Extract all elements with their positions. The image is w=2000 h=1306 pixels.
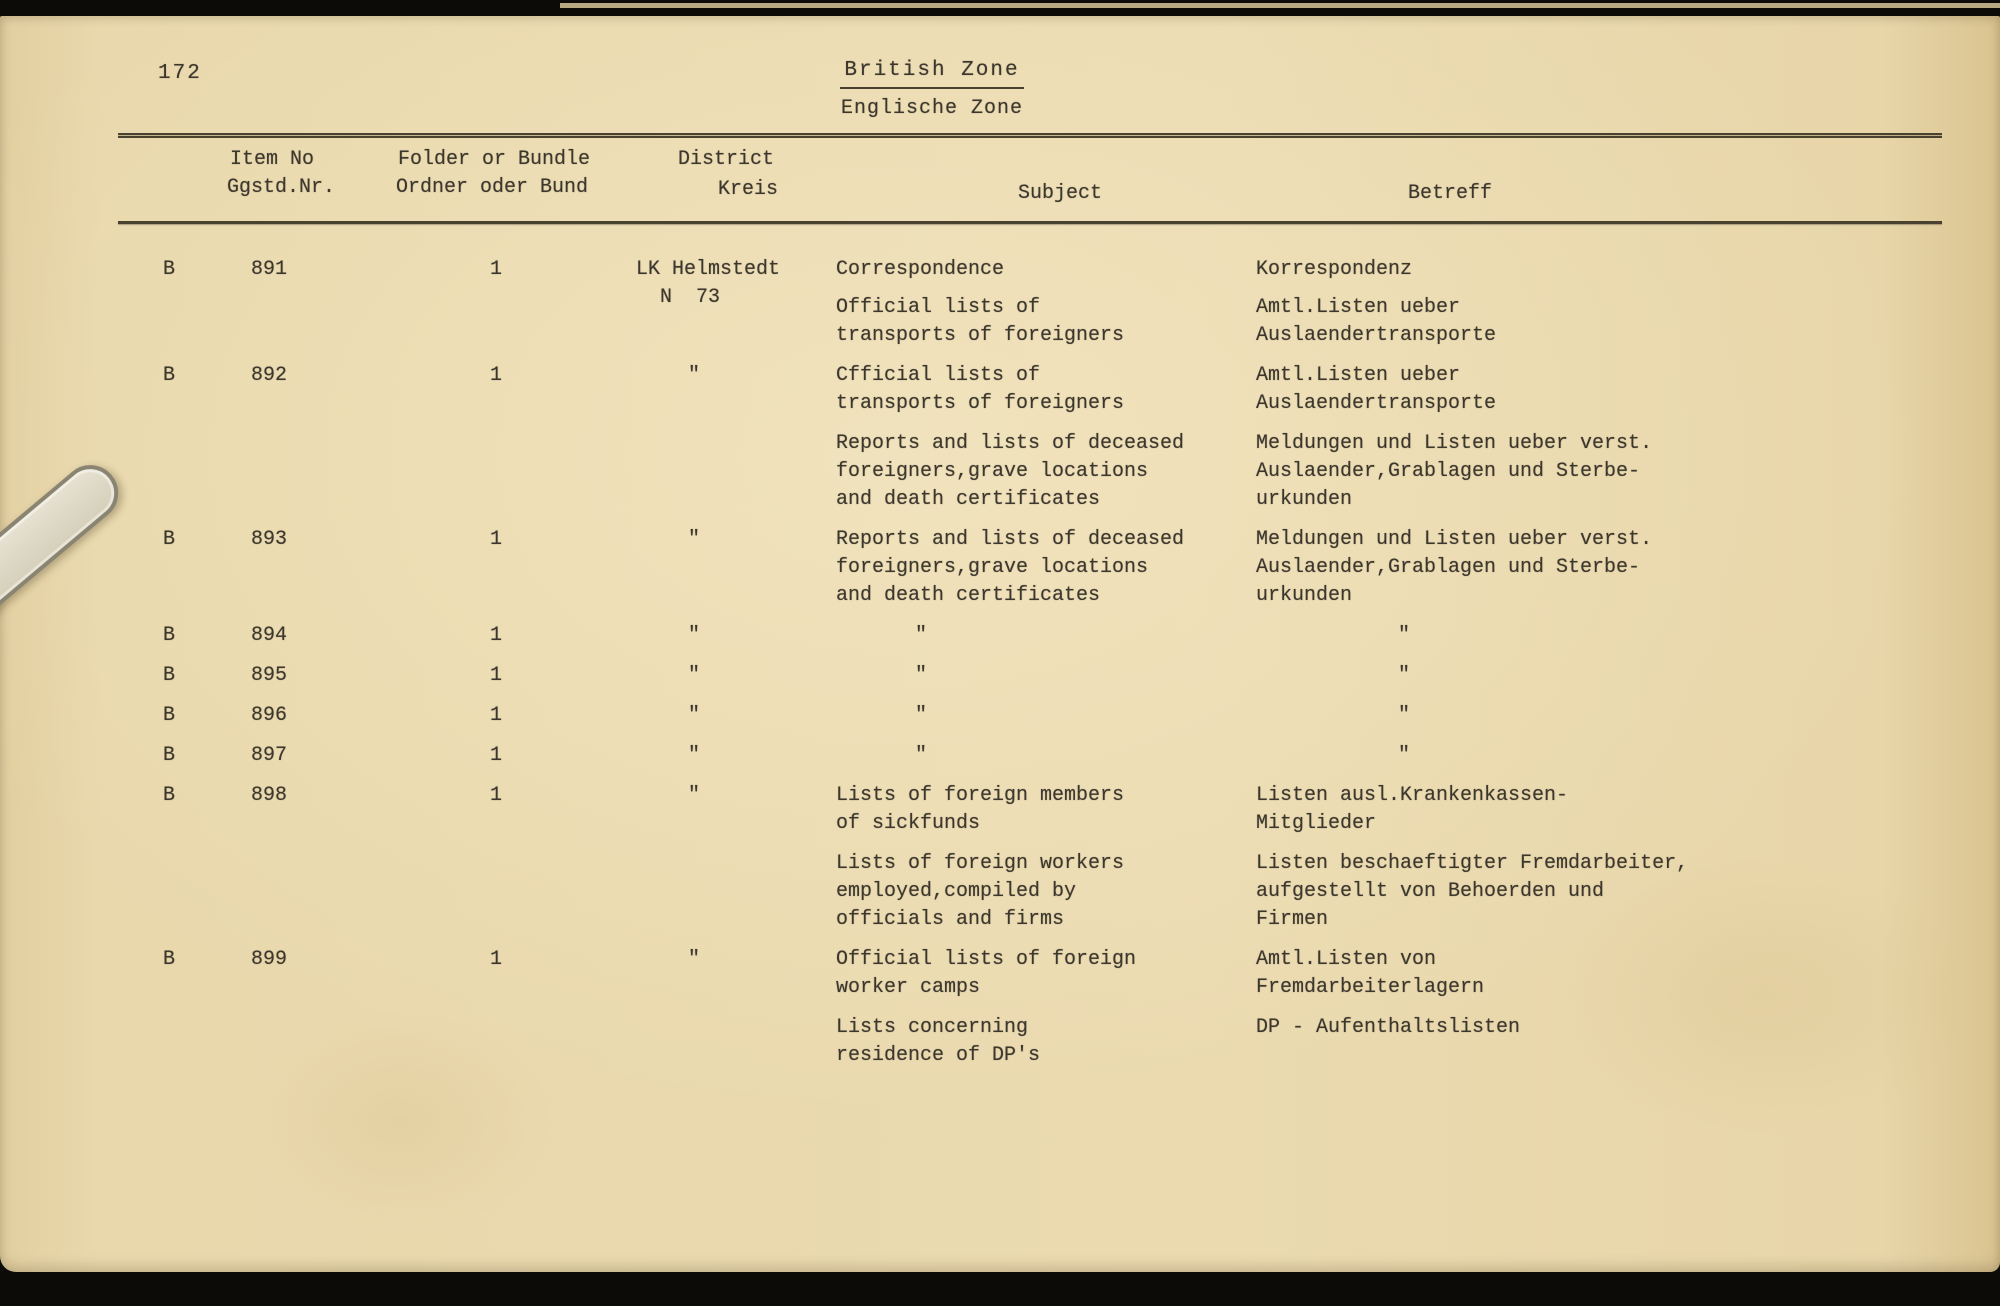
cell-subject — [836, 946, 1256, 1002]
cell-betreff — [1256, 742, 1960, 770]
cell-subject — [836, 362, 1256, 418]
cell-line: " — [688, 704, 701, 727]
cell-subject — [836, 702, 1256, 730]
cell-betreff — [1256, 622, 1960, 650]
cell-subject — [836, 850, 1256, 934]
scanned-document-page — [0, 16, 2000, 1272]
cell-subject — [836, 526, 1256, 610]
cell-folder — [486, 362, 636, 418]
cell-line: Mitglieder — [1256, 812, 1377, 835]
cell-district — [636, 430, 836, 514]
cell-line: " — [915, 704, 928, 727]
cell-item-prefix — [163, 702, 251, 730]
cell-line: 893 — [251, 528, 288, 551]
cell-line: Meldungen und Listen ueber verst. — [1256, 432, 1653, 455]
cell-betreff — [1256, 946, 1960, 1002]
cell-item-number — [251, 702, 486, 730]
cell-line: Amtl.Listen von — [1256, 948, 1437, 971]
cell-district — [636, 662, 836, 690]
cell-line: 899 — [251, 948, 288, 971]
cell-line: and death certificates — [836, 488, 1101, 511]
cell-item-number — [251, 294, 486, 350]
cell-line: Official lists of — [836, 296, 1041, 319]
cell-line: urkunden — [1256, 584, 1353, 607]
cell-item-prefix — [163, 362, 251, 418]
cell-line: Amtl.Listen ueber — [1256, 364, 1461, 387]
cell-line: employed,compiled by — [836, 880, 1077, 903]
cell-betreff — [1256, 430, 1960, 514]
cell-item-prefix — [163, 782, 251, 838]
cell-line: Auslaendertransporte — [1256, 392, 1497, 415]
cell-line: Korrespondenz — [1256, 258, 1413, 281]
cell-line: officials and firms — [836, 908, 1065, 931]
cell-item-number — [251, 622, 486, 650]
table-row — [163, 742, 1960, 770]
cell-line: " — [1398, 664, 1411, 687]
cell-item-number — [251, 1014, 486, 1070]
cell-line: foreigners,grave locations — [836, 556, 1149, 579]
cell-line: transports of foreigners — [836, 392, 1125, 415]
cell-line: 895 — [251, 664, 288, 687]
cell-line: Meldungen und Listen ueber verst. — [1256, 528, 1653, 551]
cell-item-number — [251, 662, 486, 690]
cell-betreff — [1256, 526, 1960, 610]
cell-betreff — [1256, 1014, 1960, 1070]
cell-line: 894 — [251, 624, 288, 647]
table-row — [163, 1014, 1960, 1070]
cell-line: " — [1398, 704, 1411, 727]
table-row — [163, 850, 1960, 934]
cell-line: 1 — [490, 624, 503, 647]
cell-line: 1 — [490, 704, 503, 727]
cell-district — [636, 362, 836, 418]
cell-district — [636, 294, 836, 350]
cell-line: Reports and lists of deceased — [836, 528, 1185, 551]
cell-district — [636, 702, 836, 730]
cell-line: 1 — [490, 784, 503, 807]
cell-line: 1 — [490, 664, 503, 687]
adjacent-page-edge — [560, 3, 2000, 8]
cell-folder — [486, 782, 636, 838]
cell-folder — [486, 526, 636, 610]
cell-folder — [486, 430, 636, 514]
cell-line: B — [163, 704, 176, 727]
cell-district — [636, 782, 836, 838]
cell-line: Fremdarbeiterlagern — [1256, 976, 1485, 999]
cell-line: 1 — [490, 364, 503, 387]
cell-line: and death certificates — [836, 584, 1101, 607]
cell-item-prefix — [163, 1014, 251, 1070]
cell-line: Lists of foreign members — [836, 784, 1125, 807]
cell-line: N 73 — [636, 286, 721, 309]
cell-line: DP - Aufenthaltslisten — [1256, 1016, 1521, 1039]
cell-line: of sickfunds — [836, 812, 981, 835]
cell-line: urkunden — [1256, 488, 1353, 511]
paper-tab — [0, 454, 130, 631]
table-row — [163, 702, 1960, 730]
cell-line: " — [688, 364, 701, 387]
cell-line: 1 — [490, 258, 503, 281]
cell-line: " — [915, 664, 928, 687]
header-betreff: Betreff — [1408, 182, 1493, 205]
cell-item-number — [251, 782, 486, 838]
cell-item-prefix — [163, 662, 251, 690]
title-block — [0, 58, 1864, 122]
cell-line: B — [163, 624, 176, 647]
cell-line: 892 — [251, 364, 288, 387]
cell-line: Cfficial lists of — [836, 364, 1041, 387]
cell-line: " — [1398, 624, 1411, 647]
cell-line: " — [688, 744, 701, 767]
table-row — [163, 362, 1960, 418]
cell-betreff — [1256, 294, 1960, 350]
cell-line: residence of DP's — [836, 1044, 1041, 1067]
cell-betreff — [1256, 662, 1960, 690]
cell-district — [636, 742, 836, 770]
cell-line: B — [163, 744, 176, 767]
cell-folder — [486, 742, 636, 770]
cell-line: B — [163, 364, 176, 387]
cell-item-prefix — [163, 946, 251, 1002]
cell-line: B — [163, 948, 176, 971]
cell-folder — [486, 1014, 636, 1070]
cell-item-number — [251, 850, 486, 934]
cell-item-number — [251, 526, 486, 610]
cell-line: B — [163, 784, 176, 807]
cell-item-number — [251, 430, 486, 514]
cell-folder — [486, 294, 636, 350]
cell-item-number — [251, 742, 486, 770]
cell-district — [636, 850, 836, 934]
cell-item-prefix — [163, 430, 251, 514]
cell-line: Auslaender,Grablagen und Sterbe- — [1256, 460, 1641, 483]
cell-subject — [836, 662, 1256, 690]
cell-line: Lists concerning — [836, 1016, 1029, 1039]
cell-district — [636, 1014, 836, 1070]
table-row — [163, 430, 1960, 514]
cell-line: 1 — [490, 744, 503, 767]
table-body — [163, 256, 1960, 1082]
cell-line: Auslaender,Grablagen und Sterbe- — [1256, 556, 1641, 579]
cell-item-prefix — [163, 850, 251, 934]
cell-line: " — [915, 624, 928, 647]
cell-line: " — [688, 784, 701, 807]
cell-district — [636, 526, 836, 610]
cell-line: Lists of foreign workers — [836, 852, 1125, 875]
cell-line: Correspondence — [836, 258, 1005, 281]
cell-item-prefix — [163, 622, 251, 650]
cell-line: Auslaendertransporte — [1256, 324, 1497, 347]
cell-subject — [836, 294, 1256, 350]
table-row — [163, 946, 1960, 1002]
cell-subject — [836, 742, 1256, 770]
cell-line: 898 — [251, 784, 288, 807]
cell-line: LK Helmstedt — [636, 258, 781, 281]
header-subject: Subject — [1018, 182, 1103, 205]
cell-item-prefix — [163, 742, 251, 770]
cell-line: " — [688, 624, 701, 647]
header-item-no-en: Item No — [230, 148, 315, 171]
cell-line: Firmen — [1256, 908, 1329, 931]
cell-folder — [486, 850, 636, 934]
cell-line: 897 — [251, 744, 288, 767]
cell-folder — [486, 946, 636, 1002]
cell-item-prefix — [163, 526, 251, 610]
header-district-de: Kreis — [718, 178, 779, 201]
table-row — [163, 294, 1960, 350]
cell-subject — [836, 1014, 1256, 1070]
cell-line: Amtl.Listen ueber — [1256, 296, 1461, 319]
cell-line: " — [688, 948, 701, 971]
cell-line: 891 — [251, 258, 288, 281]
cell-line: transports of foreigners — [836, 324, 1125, 347]
cell-item-prefix — [163, 294, 251, 350]
cell-line: 1 — [490, 948, 503, 971]
cell-line: Reports and lists of deceased — [836, 432, 1185, 455]
table-row — [163, 622, 1960, 650]
cell-line: 1 — [490, 528, 503, 551]
cell-folder — [486, 622, 636, 650]
header-folder-en: Folder or Bundle — [398, 148, 591, 171]
horizontal-rule-top — [118, 133, 1942, 138]
cell-betreff — [1256, 782, 1960, 838]
cell-district — [636, 622, 836, 650]
cell-line: Official lists of foreign — [836, 948, 1137, 971]
cell-line: " — [915, 744, 928, 767]
header-item-no-de: Ggstd.Nr. — [227, 176, 336, 199]
cell-subject — [836, 622, 1256, 650]
cell-line: B — [163, 528, 176, 551]
cell-line: foreigners,grave locations — [836, 460, 1149, 483]
cell-folder — [486, 702, 636, 730]
cell-district — [636, 946, 836, 1002]
cell-subject — [836, 782, 1256, 838]
cell-item-number — [251, 946, 486, 1002]
cell-line: " — [1398, 744, 1411, 767]
cell-subject — [836, 430, 1256, 514]
cell-betreff — [1256, 850, 1960, 934]
cell-line: Listen beschaeftigter Fremdarbeiter, — [1256, 852, 1689, 875]
cell-betreff — [1256, 702, 1960, 730]
page-subtitle: Englische Zone — [840, 97, 1024, 120]
cell-betreff — [1256, 362, 1960, 418]
cell-line: " — [688, 664, 701, 687]
page-title: British Zone — [840, 58, 1023, 89]
cell-line: worker camps — [836, 976, 981, 999]
page-number: 172 — [158, 62, 202, 85]
table-row — [163, 662, 1960, 690]
cell-line: B — [163, 664, 176, 687]
horizontal-rule-headers — [118, 221, 1942, 224]
cell-item-number — [251, 362, 486, 418]
table-row — [163, 782, 1960, 838]
cell-line: aufgestellt von Behoerden und — [1256, 880, 1605, 903]
header-folder-de: Ordner oder Bund — [396, 176, 589, 199]
table-row — [163, 526, 1960, 610]
cell-line: B — [163, 258, 176, 281]
header-district-en: District — [678, 148, 775, 171]
cell-line: " — [688, 528, 701, 551]
cell-folder — [486, 662, 636, 690]
cell-line: 896 — [251, 704, 288, 727]
cell-line: Listen ausl.Krankenkassen- — [1256, 784, 1569, 807]
